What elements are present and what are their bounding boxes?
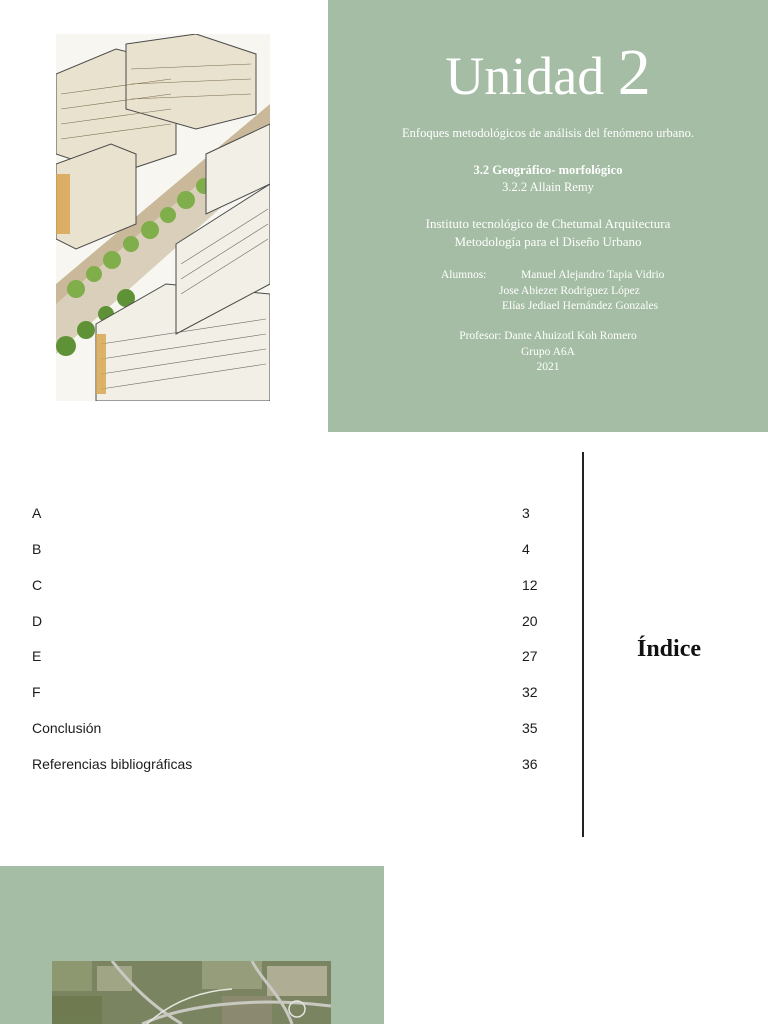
toc-row[interactable] xyxy=(32,684,540,704)
toc-label: Conclusión xyxy=(32,720,102,736)
toc-label: B xyxy=(32,541,42,557)
cover-subsection: 3.2.2 Allain Remy xyxy=(502,180,594,194)
toc-label: E xyxy=(32,648,42,664)
toc-page: 3 xyxy=(522,505,530,521)
toc-page: 35 xyxy=(522,720,538,736)
toc-row[interactable] xyxy=(32,577,540,597)
student-name: Jose Abiezer Rodriguez López xyxy=(499,284,640,297)
toc-label: D xyxy=(32,613,43,629)
toc-page: 27 xyxy=(522,648,538,664)
cover-section-block xyxy=(328,162,768,196)
cover-title xyxy=(328,38,768,111)
cover-students-block xyxy=(328,268,768,315)
cover-title-word: Unidad xyxy=(445,46,605,106)
cover-course: Metodología para el Diseño Urbano xyxy=(454,234,642,249)
cover-panel xyxy=(328,0,768,432)
toc-row[interactable] xyxy=(32,541,540,561)
cover-group: Grupo A6A xyxy=(521,345,575,358)
cover-professor-block xyxy=(328,329,768,376)
cover-title-number: 2 xyxy=(617,36,651,109)
index-divider xyxy=(582,452,584,837)
cover-year: 2021 xyxy=(536,361,560,373)
toc-page: 12 xyxy=(522,577,538,593)
toc-row[interactable] xyxy=(32,648,540,668)
toc-label: F xyxy=(32,684,41,700)
cover-institution-block xyxy=(328,215,768,251)
cover-section: 3.2 Geográfico- morfológico xyxy=(473,163,623,177)
urban-sketch-illustration xyxy=(56,34,270,401)
cover-professor: Profesor: Dante Ahuizotl Koh Romero xyxy=(459,330,637,342)
toc-row[interactable] xyxy=(32,613,540,633)
toc-page: 4 xyxy=(522,541,530,557)
student-name: Manuel Alejandro Tapia Vidrio xyxy=(521,269,665,281)
toc-page: 32 xyxy=(522,684,538,700)
next-page-panel xyxy=(0,866,384,1024)
toc-page: 36 xyxy=(522,756,538,772)
aerial-map-photo xyxy=(52,961,331,1024)
toc-label: C xyxy=(32,577,43,593)
toc-row[interactable] xyxy=(32,505,540,525)
toc-label: Referencias bibliográficas xyxy=(32,756,193,772)
cover-institute: Instituto tecnológico de Chetumal Arquitectura xyxy=(425,216,671,231)
index-heading: Índice xyxy=(636,636,701,662)
students-label: Alumnos: xyxy=(441,269,487,281)
toc-row[interactable] xyxy=(32,720,540,740)
toc-label: A xyxy=(32,505,42,521)
student-name: Elías Jediael Hernández Gonzales xyxy=(502,300,659,312)
toc-page: 20 xyxy=(522,613,538,629)
toc-row[interactable] xyxy=(32,756,540,776)
cover-subtitle: Enfoques metodológicos de análisis del fenómeno urbano. xyxy=(402,126,694,140)
